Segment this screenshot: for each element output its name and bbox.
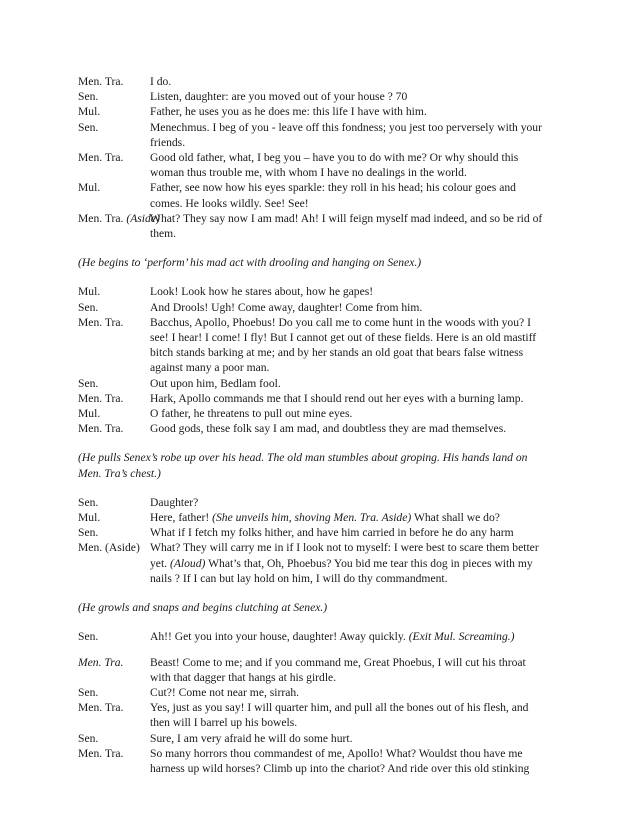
- dialogue-text: Daughter?: [150, 495, 199, 509]
- speaker-name: Men. Tra.: [78, 315, 124, 329]
- dialogue-line: [78, 211, 548, 241]
- dialogue-text: Beast! Come to me; and if you command me, Great Phoebus, I will cut his throat with that dagger that hangs at his girdle.: [150, 655, 526, 684]
- dialogue-line: [78, 746, 548, 776]
- speaker-name: Men. (Aside): [78, 541, 140, 555]
- dialogue-text: O father, he threatens to pull out mine eyes.: [150, 407, 353, 421]
- speaker-name: Sen.: [78, 90, 99, 104]
- dialogue-line: [78, 525, 548, 540]
- speaker-name: Sen.: [78, 495, 99, 509]
- dialogue-text: Bacchus, Apollo, Phoebus! Do you call me to come hunt in the woods with you? I see! I hear! I come! I fly! But I cannot get out of these fields. Here is an old mastiff bitch stands barking at me; and by her stands an old goat that bears false witness against many a poor man.: [150, 315, 537, 375]
- stage-direction: (He begins to ‘perform’ his mad act with drooling and hanging on Senex.): [78, 256, 422, 270]
- speaker-name: Mul.: [78, 285, 101, 299]
- speaker-name: Sen.: [78, 526, 99, 540]
- dialogue-text: Cut?! Come not near me, sirrah.: [150, 685, 300, 699]
- inline-stage-direction: (She unveils him, shoving Men. Tra. Aside): [212, 511, 412, 525]
- dialogue-line: [78, 406, 548, 421]
- speaker-name: Men. Tra.: [78, 75, 124, 88]
- dialogue-line: [78, 376, 548, 391]
- dialogue-line: [78, 150, 548, 180]
- speaker-name: Men. Tra. (Aside): [78, 211, 160, 225]
- dialogue-text: Father, see now how his eyes sparkle: they roll in his head; his colour goes and comes. He looks wildly. See! See!: [150, 181, 516, 210]
- dialogue-text: Menechmus. I beg of you - leave off this fondness; you jest too perversely with your friends.: [150, 120, 542, 149]
- dialogue-text: So many horrors thou commandest of me, Apollo! What? Wouldst thou have me harness up wild horses? Climb up into the chariot? And ride over this old stinking: [150, 746, 530, 775]
- stage-direction: (He pulls Senex’s robe up over his head. The old man stumbles about groping. His hands land on Men. Tra’s chest.): [78, 451, 528, 480]
- speaker-name: Men. Tra.: [78, 391, 124, 405]
- speaker-name: Men. Tra.: [78, 655, 124, 669]
- dialogue-text: Ah!! Get you into your house, daughter! Away quickly. (Exit Mul. Screaming.): [150, 630, 515, 644]
- dialogue-text: Listen, daughter: are you moved out of your house ? 70: [150, 90, 408, 104]
- dialogue-line: [78, 89, 548, 104]
- dialogue-line: [78, 120, 548, 150]
- speaker-name: Sen.: [78, 120, 99, 134]
- dialogue-line: [78, 685, 548, 700]
- script-page: [78, 74, 548, 776]
- dialogue-line: [78, 510, 548, 525]
- inline-stage-direction: (Aloud): [169, 556, 206, 570]
- dialogue-text: What? They say now I am mad! Ah! I will feign myself mad indeed, and so be rid of them.: [150, 211, 543, 241]
- dialogue-line: [78, 700, 548, 730]
- dialogue-text: Good old father, what, I beg you – have you to do with me? Or why should this woman thus trouble me, with whom I have no dealings in the world.: [150, 151, 519, 180]
- dialogue-line: [78, 540, 548, 586]
- dialogue-text: And Drools! Ugh! Come away, daughter! Come from him.: [150, 300, 423, 314]
- dialogue-text: Yes, just as you say! I will quarter him, and pull all the bones out of his flesh, and then will I barrel up his bowels.: [150, 701, 529, 730]
- speaker-name: Sen.: [78, 685, 99, 699]
- dialogue-line: [78, 74, 548, 89]
- speaker-name: Mul.: [78, 105, 101, 119]
- speaker-name: Sen.: [78, 731, 99, 745]
- dialogue-line: [78, 104, 548, 119]
- speaker-name: Sen.: [78, 300, 99, 314]
- dialogue-text: What if I fetch my folks hither, and have him carried in before he do any harm: [150, 526, 514, 540]
- speaker-name: Men. Tra.: [78, 746, 124, 760]
- dialogue-line: [78, 629, 548, 644]
- dialogue-line: [78, 391, 548, 406]
- speaker-name: Sen.: [78, 376, 99, 390]
- dialogue-text: Look! Look how he stares about, how he gapes!: [150, 285, 374, 299]
- dialogue-text: What? They will carry me in if I look not to myself: I were best to scare them better yet. (Aloud) What’s that, Oh, Phoebus? You bid me tear this dog in pieces with my nails ? If I can but lay hold on him, I will do thy commandment.: [150, 541, 539, 585]
- dialogue-line: [78, 180, 548, 210]
- speaker-name: Men. Tra.: [78, 151, 124, 165]
- dialogue-text: I do.: [150, 75, 172, 88]
- inline-stage-direction: (Exit Mul. Screaming.): [408, 630, 515, 644]
- stage-direction: (He growls and snaps and begins clutching at Senex.): [78, 601, 328, 615]
- speaker-name: Mul.: [78, 407, 101, 421]
- speaker-name: Mul.: [78, 181, 101, 195]
- speaker-name: Men. Tra.: [78, 701, 124, 715]
- dialogue-text: Sure, I am very afraid he will do some hurt.: [150, 731, 353, 745]
- dialogue-line: [78, 315, 548, 376]
- dialogue-line: [78, 655, 548, 685]
- dialogue-line: [78, 731, 548, 746]
- dialogue-text: Good gods, these folk say I am mad, and doubtless they are mad themselves.: [150, 422, 507, 436]
- speaker-name: Sen.: [78, 630, 99, 644]
- dialogue-text: Father, he uses you as he does me: this life I have with him.: [150, 105, 427, 119]
- aside-direction: (Aside): [126, 211, 160, 225]
- dialogue-text: Here, father! (She unveils him, shoving Men. Tra. Aside) What shall we do?: [150, 511, 500, 525]
- dialogue-line: [78, 421, 548, 436]
- dialogue-line: [78, 495, 548, 510]
- speaker-name: Mul.: [78, 511, 101, 525]
- speaker-name: Men. Tra.: [78, 422, 124, 436]
- dialogue-text: Hark, Apollo commands me that I should rend out her eyes with a burning lamp.: [150, 391, 524, 405]
- dialogue-line: [78, 300, 548, 315]
- dialogue-line: [78, 284, 548, 299]
- dialogue-text: Out upon him, Bedlam fool.: [150, 376, 281, 390]
